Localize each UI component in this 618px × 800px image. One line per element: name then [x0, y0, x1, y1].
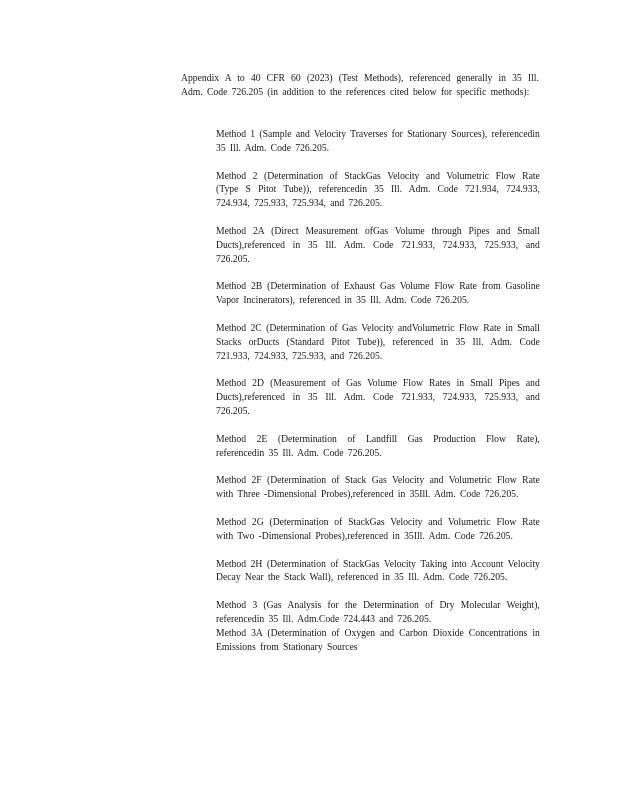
method-2c-entry: Method 2C (Determination of Gas Velocity andVolumetric Flow Rate in Small Stacks orDucts (Standard Pitot Tube)), referenced in 35 Ill. Adm. Code 721.933, 724.933, 725.933, and 726.205.: [216, 322, 540, 362]
method-2e-entry: Method 2E (Determination of Landfill Gas Production Flow Rate), referencedin 35 Ill. Adm. Code 726.205.: [216, 433, 540, 459]
method-list: [216, 128, 540, 668]
appendix-intro-paragraph: Appendix A to 40 CFR 60 (2023) (Test Methods), referenced generally in 35 Ill. Adm. Code 726.205 (in addition to the references cited below for specific methods):: [181, 73, 539, 98]
method-3a-entry: Method 3A (Determination of Oxygen and Carbon Dioxide Concentrations in Emissions from Stationary Sources: [216, 627, 540, 653]
method-3-entry: Method 3 (Gas Analysis for the Determination of Dry Molecular Weight), referencedin 35 Ill. Adm.Code 724.443 and 726.205.: [216, 600, 540, 625]
method-2g-entry: Method 2G (Determination of StackGas Velocity and Volumetric Flow Rate with Two -Dimensional Probes),referenced in 35Ill. Adm. Code 726.205.: [216, 516, 540, 542]
method-2a-entry: Method 2A (Direct Measurement ofGas Volume through Pipes and Small Ducts),referenced in 35 Ill. Adm. Code 721.933, 724.933, 725.933, and 726.205.: [216, 225, 540, 265]
method-2f-entry: Method 2F (Determination of Stack Gas Velocity and Volumetric Flow Rate with Three -Dimensional Probes),referenced in 35Ill. Adm. Code 726.205.: [216, 475, 540, 501]
method-2h-entry: Method 2H (Determination of StackGas Velocity Taking into Account Velocity Decay Near the Stack Wall), referenced in 35 Ill. Adm. Code 726.205.: [216, 558, 540, 584]
method-2-entry: Method 2 (Determination of StackGas Velocity and Volumetric Flow Rate (Type S Pitot Tube)), referencedin 35 Ill. Adm. Code 721.934, 724.933, 724.934, 725.933, 725.934, and 726.205.: [216, 170, 540, 210]
method-2b-entry: Method 2B (Determination of Exhaust Gas Volume Flow Rate from Gasoline Vapor Incinerators), referenced in 35 Ill. Adm. Code 726.205.: [216, 281, 540, 307]
method-1-entry: Method 1 (Sample and Velocity Traverses for Stationary Sources), referencedin 35 Ill. Adm. Code 726.205.: [216, 129, 540, 154]
method-2d-entry: Method 2D (Measurement of Gas Volume Flow Rates in Small Pipes and Ducts),referenced in 35 Ill. Adm. Code 721.933, 724.933, 725.933, and 726.205.: [216, 378, 540, 417]
